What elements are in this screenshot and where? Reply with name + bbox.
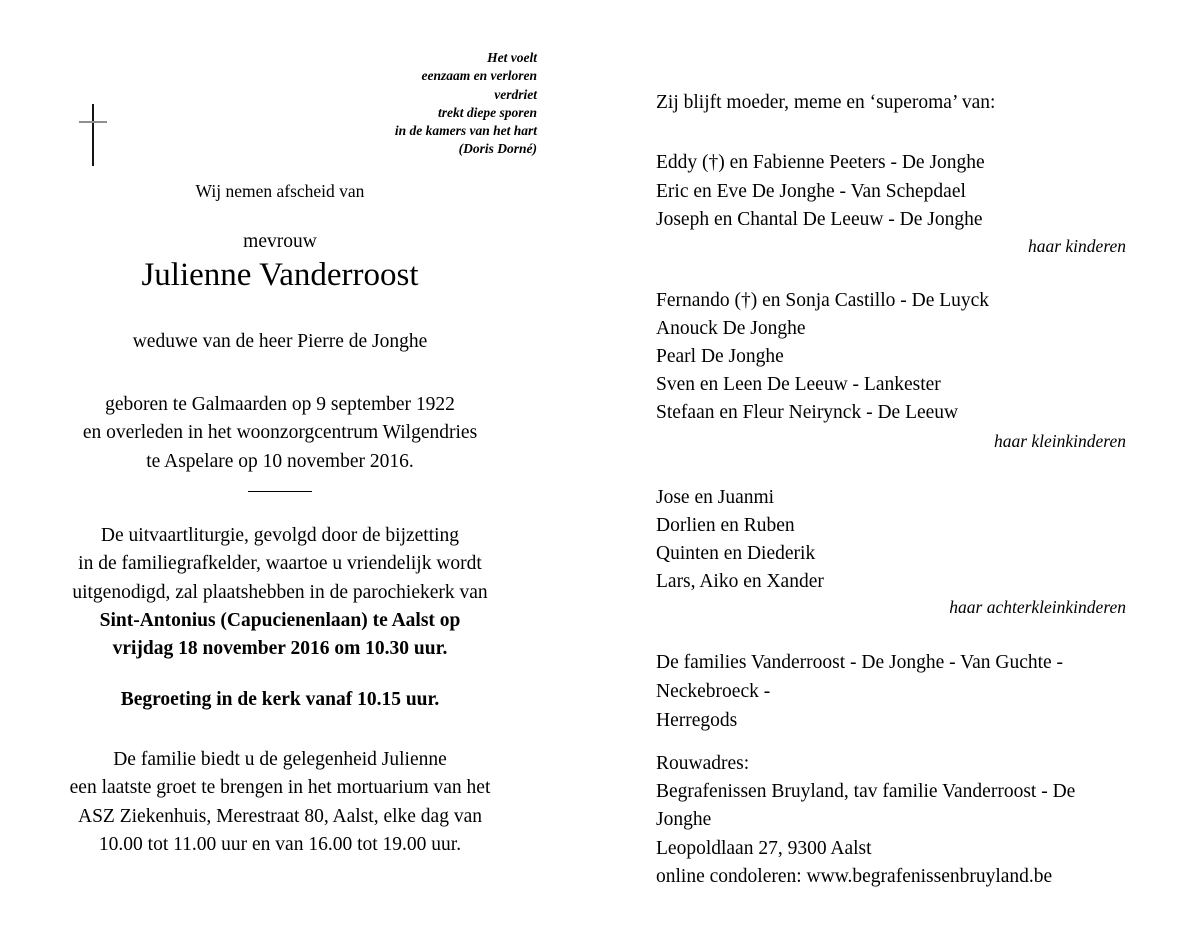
mortuary-line: 10.00 tot 11.00 uur en van 16.00 tot 19.00 uur. [98,833,462,855]
birth-death-info [0,391,560,476]
poem-line: eenzaam en verloren [421,68,537,84]
service-line-bold: Sint-Antonius (Capucienenlaan) te Aalst op [99,609,461,631]
widow-line: weduwe van de heer Pierre de Jonghe [132,331,428,352]
grandchild-entry: Fernando (†) en Sonja Castillo - De Luyck [656,290,990,311]
mourning-address-line: Rouwadres: [656,753,750,774]
greatgrandchild-entry: Dorlien en Ruben [656,515,795,536]
relations-intro: Zij blijft moeder, meme en ‘superoma’ van: [656,92,996,113]
mortuary-line: ASZ Ziekenhuis, Merestraat 80, Aalst, elke dag van [78,805,482,827]
mourning-address-line: Begrafenissen Bruyland, tav familie Vanderroost - De Jonghe [656,781,1076,831]
child-entry: Eric en Eve De Jonghe - Van Schepdael [656,180,966,202]
deceased-name: Julienne Vanderroost [141,257,419,293]
birth-death-line: en overleden in het woonzorgcentrum Wilgendries [82,422,478,444]
cross-icon [75,100,115,170]
children-label: haar kinderen [1027,236,1126,256]
families-line: De families Vanderroost - De Jonghe - Van Guchte - Neckebroeck - [656,652,1064,702]
child-entry: Joseph en Chantal De Leeuw - De Jonghe [656,209,983,230]
greatgrandchildren-label: haar achterkleinkinderen [949,597,1126,617]
grandchild-entry: Anouck De Jonghe [656,318,806,339]
grandchild-entry: Pearl De Jonghe [656,346,784,367]
mourning-address-line: online condoleren: www.begrafenissenbruyland.be [656,865,1053,887]
greatgrandchildren-list [656,484,1126,596]
farewell-intro: Wij nemen afscheid van [195,181,365,201]
poem-line: Het voelt [487,50,537,65]
service-line-bold: vrijdag 18 november 2016 om 10.30 uur. [112,638,448,660]
poem-line: verdriet [494,86,537,102]
funeral-service-info [0,522,560,663]
service-line: De uitvaartliturgie, gevolgd door de bijzetting [100,525,460,546]
grandchild-entry: Sven en Leen De Leeuw - Lankester [656,374,941,395]
greatgrandchild-entry: Jose en Juanmi [656,487,775,508]
children-list [656,149,1126,235]
section-divider [0,491,560,513]
child-entry: Eddy (†) en Fabienne Peeters - De Jonghe [656,152,985,173]
grandchild-entry: Stefaan en Fleur Neirynck - De Leeuw [656,402,959,423]
families-list [656,648,1126,735]
salutation: mevrouw [243,231,317,252]
grandchildren-label: haar kleinkinderen [993,431,1126,451]
birth-death-line: geboren te Galmaarden op 9 september 1922 [105,394,455,415]
grandchildren-list [656,287,1126,427]
service-lines [0,522,560,607]
service-line: in de familiegrafkelder, waartoe u vriendelijk wordt [78,553,482,575]
greatgrandchild-entry: Lars, Aiko en Xander [656,571,824,592]
greatgrandchild-entry: Quinten en Diederik [656,543,816,564]
service-line: uitgenodigd, zal plaatshebben in de parochiekerk van [72,581,488,603]
mortuary-line: een laatste groet te brengen in het mortuarium van het [69,777,491,799]
poem-line: in de kamers van het hart [394,123,537,139]
mourning-address [656,750,1126,891]
mortuary-line: De familie biedt u de gelegenheid Julienne [113,749,447,770]
poem-line: (Doris Dorné) [458,141,537,157]
service-lines-bold [0,607,560,664]
birth-death-line: te Aspelare op 10 november 2016. [146,450,414,472]
poem-line: trekt diepe sporen [438,104,537,120]
church-greeting-line: Begroeting in de kerk vanaf 10.15 uur. [120,689,440,710]
families-line: Herregods [656,710,738,731]
mortuary-visit-info [0,746,560,859]
mourning-address-line: Leopoldlaan 27, 9300 Aalst [656,837,872,859]
